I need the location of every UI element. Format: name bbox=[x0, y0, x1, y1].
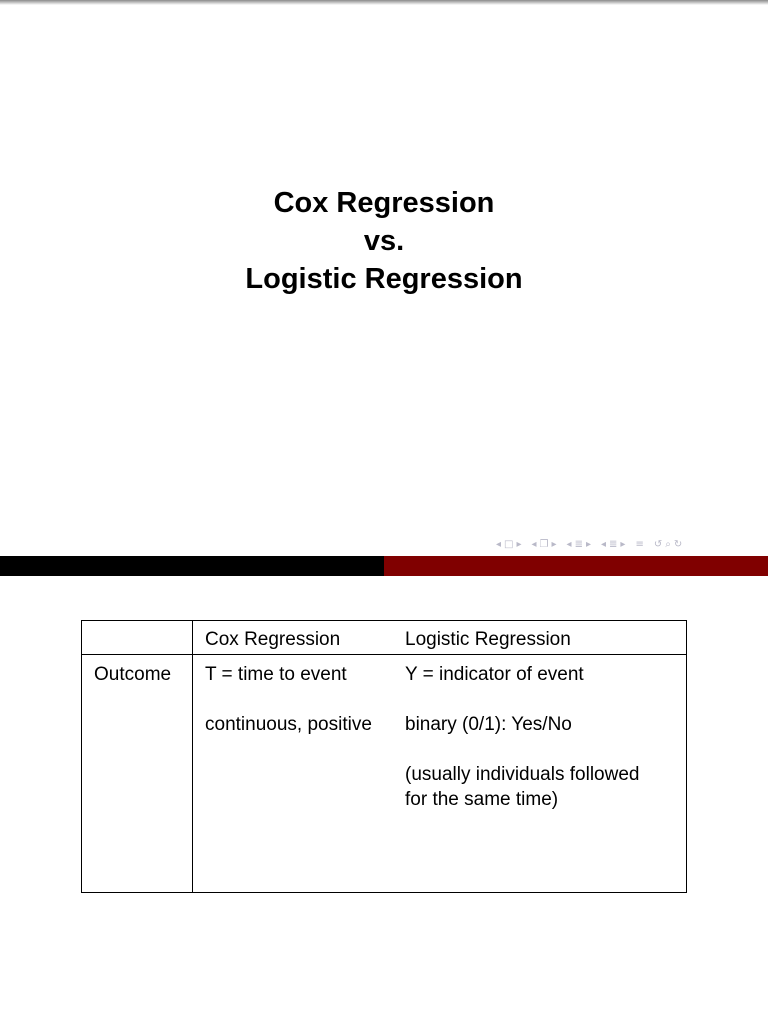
top-shadow bbox=[0, 0, 768, 5]
subsection-icon[interactable]: ≣ bbox=[574, 538, 583, 550]
frame-icon[interactable]: □ bbox=[504, 538, 514, 550]
beamer-navigation bbox=[496, 535, 762, 553]
logistic-outcome-line: Y = indicator of event bbox=[405, 664, 584, 685]
logistic-outcome-line: binary (0/1): Yes/No bbox=[405, 714, 572, 735]
left-arrow-icon[interactable]: ◂ bbox=[566, 538, 572, 550]
left-arrow-icon[interactable]: ◂ bbox=[601, 538, 607, 550]
forward-icon[interactable]: ↻ bbox=[673, 538, 683, 550]
align-group[interactable] bbox=[635, 539, 643, 550]
search-group[interactable] bbox=[654, 539, 682, 550]
logistic-outcome-cell bbox=[391, 655, 687, 893]
align-icon[interactable]: ≡ bbox=[635, 538, 644, 550]
header-cell-logistic: Logistic Regression bbox=[391, 621, 687, 655]
table-row bbox=[82, 655, 687, 893]
table-header-row bbox=[82, 621, 687, 655]
cox-outcome-line: T = time to event bbox=[205, 664, 347, 685]
slide-title bbox=[0, 184, 768, 298]
row-label-outcome: Outcome bbox=[82, 655, 193, 893]
footer-bar bbox=[0, 556, 768, 576]
subsection-nav-group[interactable] bbox=[567, 539, 591, 550]
slide-nav-group[interactable] bbox=[532, 539, 557, 550]
right-arrow-icon[interactable]: ▸ bbox=[516, 538, 522, 550]
footer-left-block bbox=[0, 556, 384, 576]
left-arrow-icon[interactable]: ◂ bbox=[531, 538, 537, 550]
logistic-outcome-line: for the same time) bbox=[405, 789, 559, 810]
cox-outcome-line: continuous, positive bbox=[205, 714, 372, 735]
left-arrow-icon[interactable]: ◂ bbox=[496, 538, 502, 550]
search-icon[interactable]: ⌕ bbox=[665, 538, 671, 550]
title-line-3: Logistic Regression bbox=[245, 263, 523, 295]
footer-right-block bbox=[384, 556, 768, 576]
title-line-2: vs. bbox=[363, 225, 405, 257]
header-cell-empty bbox=[82, 621, 193, 655]
section-nav-group[interactable] bbox=[601, 539, 625, 550]
logistic-outcome-line: (usually individuals followed bbox=[405, 764, 640, 785]
right-arrow-icon[interactable]: ▸ bbox=[620, 538, 626, 550]
back-icon[interactable]: ↺ bbox=[653, 538, 663, 550]
comparison-table bbox=[81, 620, 687, 893]
title-line-1: Cox Regression bbox=[273, 187, 495, 219]
slides-icon[interactable]: ❐ bbox=[539, 538, 549, 550]
section-icon[interactable]: ≣ bbox=[609, 538, 618, 550]
frame-nav-group[interactable] bbox=[496, 539, 522, 550]
header-cell-cox: Cox Regression bbox=[193, 621, 392, 655]
right-arrow-icon[interactable]: ▸ bbox=[551, 538, 557, 550]
right-arrow-icon[interactable]: ▸ bbox=[585, 538, 591, 550]
cox-outcome-cell bbox=[193, 655, 392, 893]
